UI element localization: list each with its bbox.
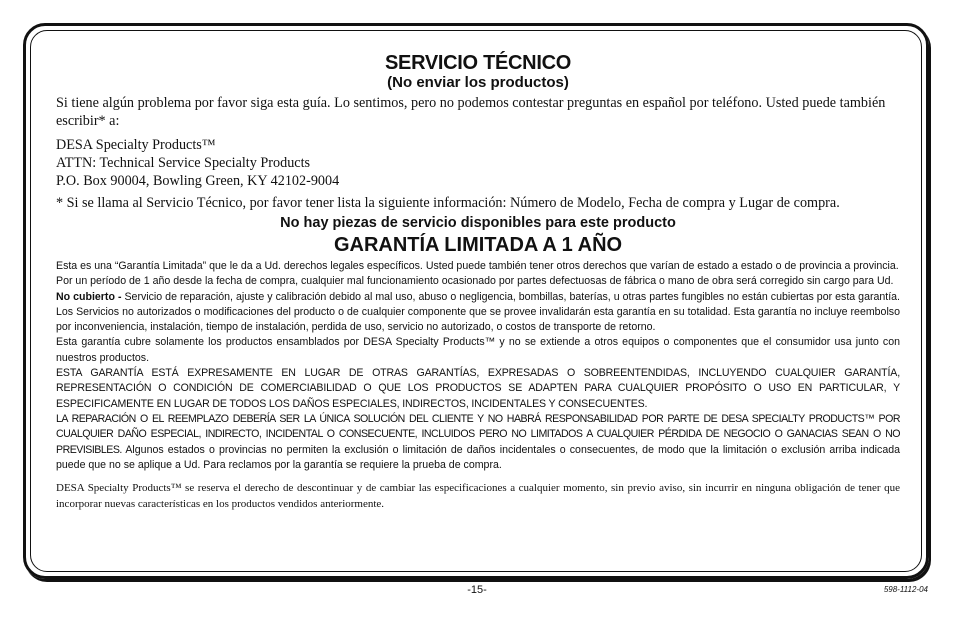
warranty-remedy-paragraph [56,412,900,473]
warranty-paragraph: Por un período de 1 año desde la fecha de compra, cualquier mal funcionamiento ocasionado por partes defectuosas de fábrica o mano de obra será corregido sin cargo para Ud. [56,275,894,288]
not-covered-paragraph [56,290,900,336]
service-note: * Si se llama al Servicio Técnico, por favor tener lista la siguiente información: Número de Modelo, Fecha de compra y Lugar de compra. [56,195,840,211]
footer-note: DESA Specialty Products™ se reserva el derecho de descontinuar y de cambiar las especificaciones a cualquier momento, sin previo aviso, sin incurrir en ninguna obligación de tener que incorporar nuevas características en los productos vendidos anteriormente. [56,482,900,510]
warranty-paragraph: Esta es una “Garantía Limitada” que le da a Ud. derechos legales específicos. Usted puede también tener otros derechos que varían de estado a estado o de provincia a provincia. [56,260,899,272]
service-title: SERVICIO TÉCNICO [385,52,571,74]
not-covered-label: No cubierto - [56,290,122,303]
address-line: ATTN: Technical Service Specialty Products [56,155,311,171]
address-line: P.O. Box 90004, Bowling Green, KY 42102-9004 [56,173,340,189]
page-number: -15- [467,584,487,596]
warranty-title: GARANTÍA LIMITADA A 1 AÑO [333,234,623,256]
warranty-remedy-caps: LA REPARACIÓN O EL REEMPLAZO DEBERÍA SER LA ÚNICA SOLUCIÓN DEL CLIENTE Y NO HABRÁ RESPONSABILIDAD POR PARTE DE DESA SPECIALTY PRODUCTS™ POR CUALQUIER DAÑO ESPECIAL, INDIRECTO, INCIDENTAL O CONSECUENTE, INCLUIDOS PERO NO LIMITADOS A CUALQUIER PÉRDIDA DE NEGOCIO O GANACIAS SEAN O NO PREVISIBLES. [56,412,900,456]
page-content [56,52,900,512]
document-code: 598-1112-04 [883,585,928,594]
service-subtitle: (No enviar los productos) [387,74,569,91]
warranty-remedy-text: Algunos estados o provincias no permiten la exclusión o limitación de daños incidentales o consecuentes, de modo que la limitación o exclusión arriba indicada puede que no se aplique a Ud. Para reclamos por la garantía se requiere la prueba de compra. [56,443,900,471]
service-intro: Si tiene algún problema por favor siga esta guía. Lo sentimos, pero no podemos contestar preguntas en español por teléfono. Usted puede también escribir* a: [56,95,886,129]
not-covered-text: Servicio de reparación, ajuste y calibración debido al mal uso, abuso o negligencia, bombillas, baterías, u otras partes fungibles no están cubiertas por esta garantía. Los Servicios no autorizados o modificaciones del producto o de cualquier componente que se provee invalidarán esta garantía en su totalidad. Esta garantía no incluye reembolso por inconveniencia, instalación, tiempo de instalación, perdida de uso, servicio no autorizado, o costos de transporte de retorno. [56,290,900,334]
warranty-disclaimer: ESTA GARANTÍA ESTÁ EXPRESAMENTE EN LUGAR DE OTRAS GARANTÍAS, EXPRESADAS O SOBREENTENDIDAS, INCLUYENDO CUALQUIER GARANTÍA, REPRESENTACIÓN O CONDICIÓN DE COMERCIABILIDAD O QUE LOS PRODUCTOS SE ADAPTEN PARA CUALQUIER PROPÓSITO O USO EN PARTICULAR, Y ESPECIFICAMENTE EN LUGAR DE TODOS LOS DAÑOS ESPECIALES, INDIRECTOS, INCIDENTALES Y CONSECUENTES. [56,367,900,410]
address-line: DESA Specialty Products™ [56,137,216,153]
warranty-paragraph: Esta garantía cubre solamente los productos ensamblados por DESA Specialty Products™ y no se extiende a otros equipos o componentes que el consumidor usa junto con nuestros productos. [56,336,900,364]
no-parts-notice: No hay piezas de servicio disponibles para este producto [280,215,676,231]
address-block [56,136,900,190]
